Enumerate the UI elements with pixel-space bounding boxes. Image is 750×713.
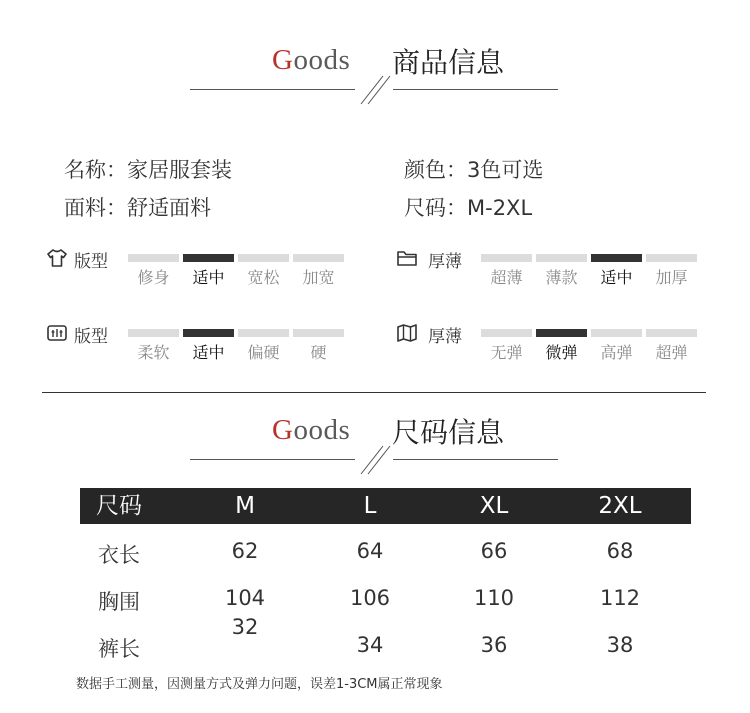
table-cell: 66 bbox=[480, 539, 508, 563]
fit-option: 加宽 bbox=[302, 268, 335, 287]
size-header-label: 尺码 bbox=[96, 493, 142, 519]
goods-heading bbox=[272, 414, 350, 447]
table-cell: 62 bbox=[231, 539, 259, 563]
product-color: 颜色：3色可选 bbox=[404, 158, 544, 182]
elasticity-option: 无弹 bbox=[490, 343, 523, 362]
goods-heading-initial: G bbox=[272, 414, 294, 446]
table-cell: 32 bbox=[231, 615, 259, 639]
thickness-segment-selected bbox=[591, 254, 642, 262]
softness-segment bbox=[238, 329, 289, 337]
softness-option-selected: 适中 bbox=[192, 343, 225, 362]
softness-scale bbox=[128, 329, 348, 337]
header-rule-right bbox=[393, 89, 558, 90]
fit-segment bbox=[128, 254, 179, 262]
thickness-options bbox=[479, 265, 699, 288]
table-row-label: 裤长 bbox=[98, 637, 140, 661]
fit-segment bbox=[293, 254, 344, 262]
fit-segment bbox=[238, 254, 289, 262]
section-divider bbox=[42, 392, 706, 393]
table-cell: 38 bbox=[606, 633, 634, 657]
fit-option: 宽松 bbox=[247, 268, 280, 287]
thickness-segment bbox=[646, 254, 697, 262]
table-cell: 110 bbox=[473, 586, 515, 610]
elasticity-scale bbox=[481, 329, 701, 337]
softness-option: 柔软 bbox=[137, 343, 170, 362]
fabric-texture-icon bbox=[46, 322, 68, 344]
thickness-option-selected: 适中 bbox=[600, 268, 633, 287]
thickness-segment bbox=[481, 254, 532, 262]
fit-options bbox=[126, 265, 346, 288]
size-info-title: 尺码信息 bbox=[392, 416, 505, 449]
table-cell: 106 bbox=[349, 586, 391, 610]
elasticity-segment-selected bbox=[536, 329, 587, 337]
elasticity-label: 厚薄 bbox=[428, 327, 462, 347]
product-info-title: 商品信息 bbox=[392, 46, 505, 79]
size-table-header bbox=[80, 488, 691, 524]
softness-label: 版型 bbox=[74, 327, 108, 347]
table-cell: 68 bbox=[606, 539, 634, 563]
goods-heading-initial: G bbox=[272, 44, 294, 76]
table-row-label: 衣长 bbox=[98, 543, 140, 567]
fit-option-selected: 适中 bbox=[192, 268, 225, 287]
fit-option: 修身 bbox=[137, 268, 170, 287]
elasticity-option-selected: 微弹 bbox=[545, 343, 578, 362]
table-cell: 36 bbox=[480, 633, 508, 657]
header-rule-left bbox=[190, 459, 355, 460]
slash-decoration bbox=[355, 440, 395, 476]
size-header-m: M bbox=[235, 493, 255, 519]
thickness-option: 加厚 bbox=[655, 268, 688, 287]
thickness-label: 厚薄 bbox=[428, 252, 462, 272]
softness-option: 硬 bbox=[310, 343, 327, 362]
thickness-option: 超薄 bbox=[490, 268, 523, 287]
softness-option: 偏硬 bbox=[247, 343, 280, 362]
goods-heading bbox=[272, 44, 350, 77]
table-cell: 34 bbox=[356, 633, 384, 657]
product-fabric: 面料：舒适面料 bbox=[64, 196, 211, 220]
fit-segment-selected bbox=[183, 254, 234, 262]
goods-heading-rest: oods bbox=[293, 44, 351, 76]
elasticity-option: 超弹 bbox=[655, 343, 688, 362]
elasticity-options bbox=[479, 340, 699, 363]
softness-segment bbox=[293, 329, 344, 337]
elasticity-segment bbox=[481, 329, 532, 337]
softness-segment bbox=[128, 329, 179, 337]
softness-segment-selected bbox=[183, 329, 234, 337]
table-row-label: 胸围 bbox=[98, 590, 140, 614]
elasticity-segment bbox=[591, 329, 642, 337]
size-header-xl: XL bbox=[479, 493, 509, 519]
tshirt-icon bbox=[46, 247, 68, 269]
map-fold-icon bbox=[396, 322, 418, 344]
product-name: 名称：家居服套装 bbox=[64, 158, 232, 182]
table-cell: 112 bbox=[599, 586, 641, 610]
table-cell: 104 bbox=[224, 586, 266, 610]
header-rule-left bbox=[190, 89, 355, 90]
thickness-option: 薄款 bbox=[545, 268, 578, 287]
product-size-range: 尺码：M-2XL bbox=[404, 196, 533, 220]
table-cell: 64 bbox=[356, 539, 384, 563]
elasticity-segment bbox=[646, 329, 697, 337]
softness-options bbox=[126, 340, 346, 363]
fit-label: 版型 bbox=[74, 252, 108, 272]
size-header-2xl: 2XL bbox=[598, 493, 642, 519]
goods-heading-rest: oods bbox=[293, 414, 351, 446]
measurement-note: 数据手工测量，因测量方式及弹力问题，误差1-3CM属正常现象 bbox=[76, 677, 443, 692]
fit-scale bbox=[128, 254, 348, 262]
slash-decoration bbox=[355, 70, 395, 106]
elasticity-option: 高弹 bbox=[600, 343, 633, 362]
folder-icon bbox=[396, 247, 418, 269]
thickness-segment bbox=[536, 254, 587, 262]
header-rule-right bbox=[393, 459, 558, 460]
thickness-scale bbox=[481, 254, 701, 262]
size-header-l: L bbox=[363, 493, 377, 519]
